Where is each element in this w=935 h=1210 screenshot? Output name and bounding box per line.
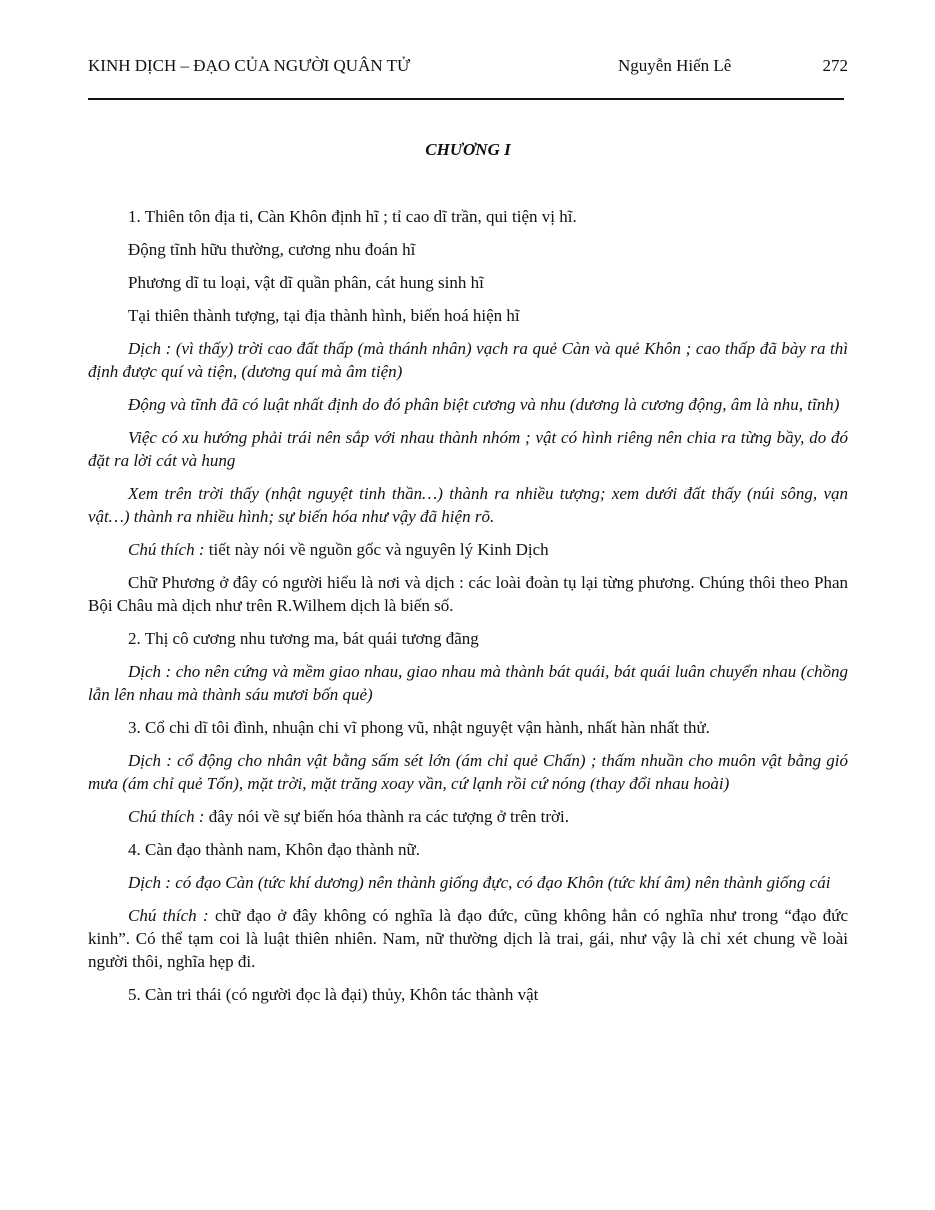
verse-3: 3. Cổ chi dĩ tôi đình, nhuận chi vĩ phong vũ, nhật nguyệt vận hành, nhất hàn nhất thử. [128, 718, 710, 737]
note-text: tiết này nói về nguồn gốc và nguyên lý Kinh Dịch [204, 540, 549, 559]
note-label: Chú thích : [128, 807, 205, 826]
note-label: Chú thích : [128, 540, 205, 559]
translation-2: Dịch : cho nên cứng và mềm giao nhau, giao nhau mà thành bát quái, bát quái luân chuyển nhau (chồng lẫn lên nhau mà thành sáu mươi bốn quẻ) [88, 662, 848, 704]
verse-1-line-4: Tại thiên thành tượng, tại địa thành hình, biến hoá hiện hĩ [128, 306, 520, 325]
note-text: đây nói về sự biến hóa thành ra các tượng ở trên trời. [204, 807, 570, 826]
verse-5: 5. Càn tri thái (có người đọc là đại) thủy, Khôn tác thành vật [128, 985, 539, 1004]
book-title: KINH DỊCH – ĐẠO CỦA NGƯỜI QUÂN TỬ [88, 56, 411, 75]
translation-1c: Việc có xu hướng phải trái nên sắp với nhau thành nhóm ; vật có hình riêng nên chia ra từng bầy, do đó đặt ra lời cát và hung [88, 428, 848, 470]
verse-4: 4. Càn đạo thành nam, Khôn đạo thành nữ. [128, 840, 421, 859]
note-3 [88, 805, 848, 828]
note-text: chữ đạo ở đây không có nghĩa là đạo đức, cũng không hẳn có nghĩa như trong “đạo đức kinh”. Có thể tạm coi là luật thiên nhiên. Nam, nữ thường dịch là trai, gái, như vậy là chỉ xét chung về loài người thôi, nghĩa hẹp đi. [88, 906, 848, 971]
note-4 [88, 904, 848, 973]
verse-1-line-3: Phương dĩ tu loại, vật dĩ quần phân, cát hung sinh hĩ [128, 273, 484, 292]
page-header [88, 56, 848, 80]
note-1 [88, 538, 848, 561]
verse-2: 2. Thị cô cương nhu tương ma, bát quái tương đãng [128, 629, 479, 648]
commentary-1: Chữ Phương ở đây có người hiểu là nơi và dịch : các loài đoàn tụ lại từng phương. Chúng thôi theo Phan Bội Châu mà dịch như trên R.Wilhem dịch là biến số. [88, 573, 848, 615]
translation-1d: Xem trên trời thấy (nhật nguyệt tinh thần…) thành ra nhiều tượng; xem dưới đất thấy (núi sông, vạn vật…) thành ra nhiều hình; sự biến hóa như vậy đã hiện rõ. [88, 484, 848, 526]
chapter-title: CHƯƠNG I [425, 140, 511, 159]
header-divider [88, 98, 844, 100]
translation-1a: Dịch : (vì thấy) trời cao đất thấp (mà thánh nhân) vạch ra quẻ Càn và quẻ Khôn ; cao thấp đã bày ra thì định được quí và tiện, (dương quí mà âm tiện) [88, 339, 848, 381]
author-name: Nguyễn Hiến Lê [618, 56, 732, 75]
verse-1-line-2: Động tĩnh hữu thường, cương nhu đoán hĩ [128, 240, 416, 259]
body-text [88, 205, 848, 1016]
translation-4: Dịch : có đạo Càn (tức khí dương) nên thành giống đực, có đạo Khôn (tức khí âm) nên thành giống cái [128, 873, 831, 892]
translation-1b: Động và tĩnh đã có luật nhất định do đó phân biệt cương và nhu (dương là cương động, âm là nhu, tĩnh) [128, 395, 840, 414]
page-number: 272 [822, 56, 848, 75]
verse-1-line-1: 1. Thiên tôn địa ti, Càn Khôn định hĩ ; tỉ cao dĩ trần, qui tiện vị hĩ. [128, 207, 577, 226]
note-label: Chú thích : [128, 906, 209, 925]
translation-3: Dịch : cổ động cho nhân vật bằng sấm sét lớn (ám chỉ quẻ Chấn) ; thấm nhuần cho muôn vật bằng gió mưa (ám chỉ quẻ Tốn), mặt trời, mặt trăng xoay vần, cứ lạnh rồi cứ nóng (thay đổi nhau hoài) [88, 751, 848, 793]
